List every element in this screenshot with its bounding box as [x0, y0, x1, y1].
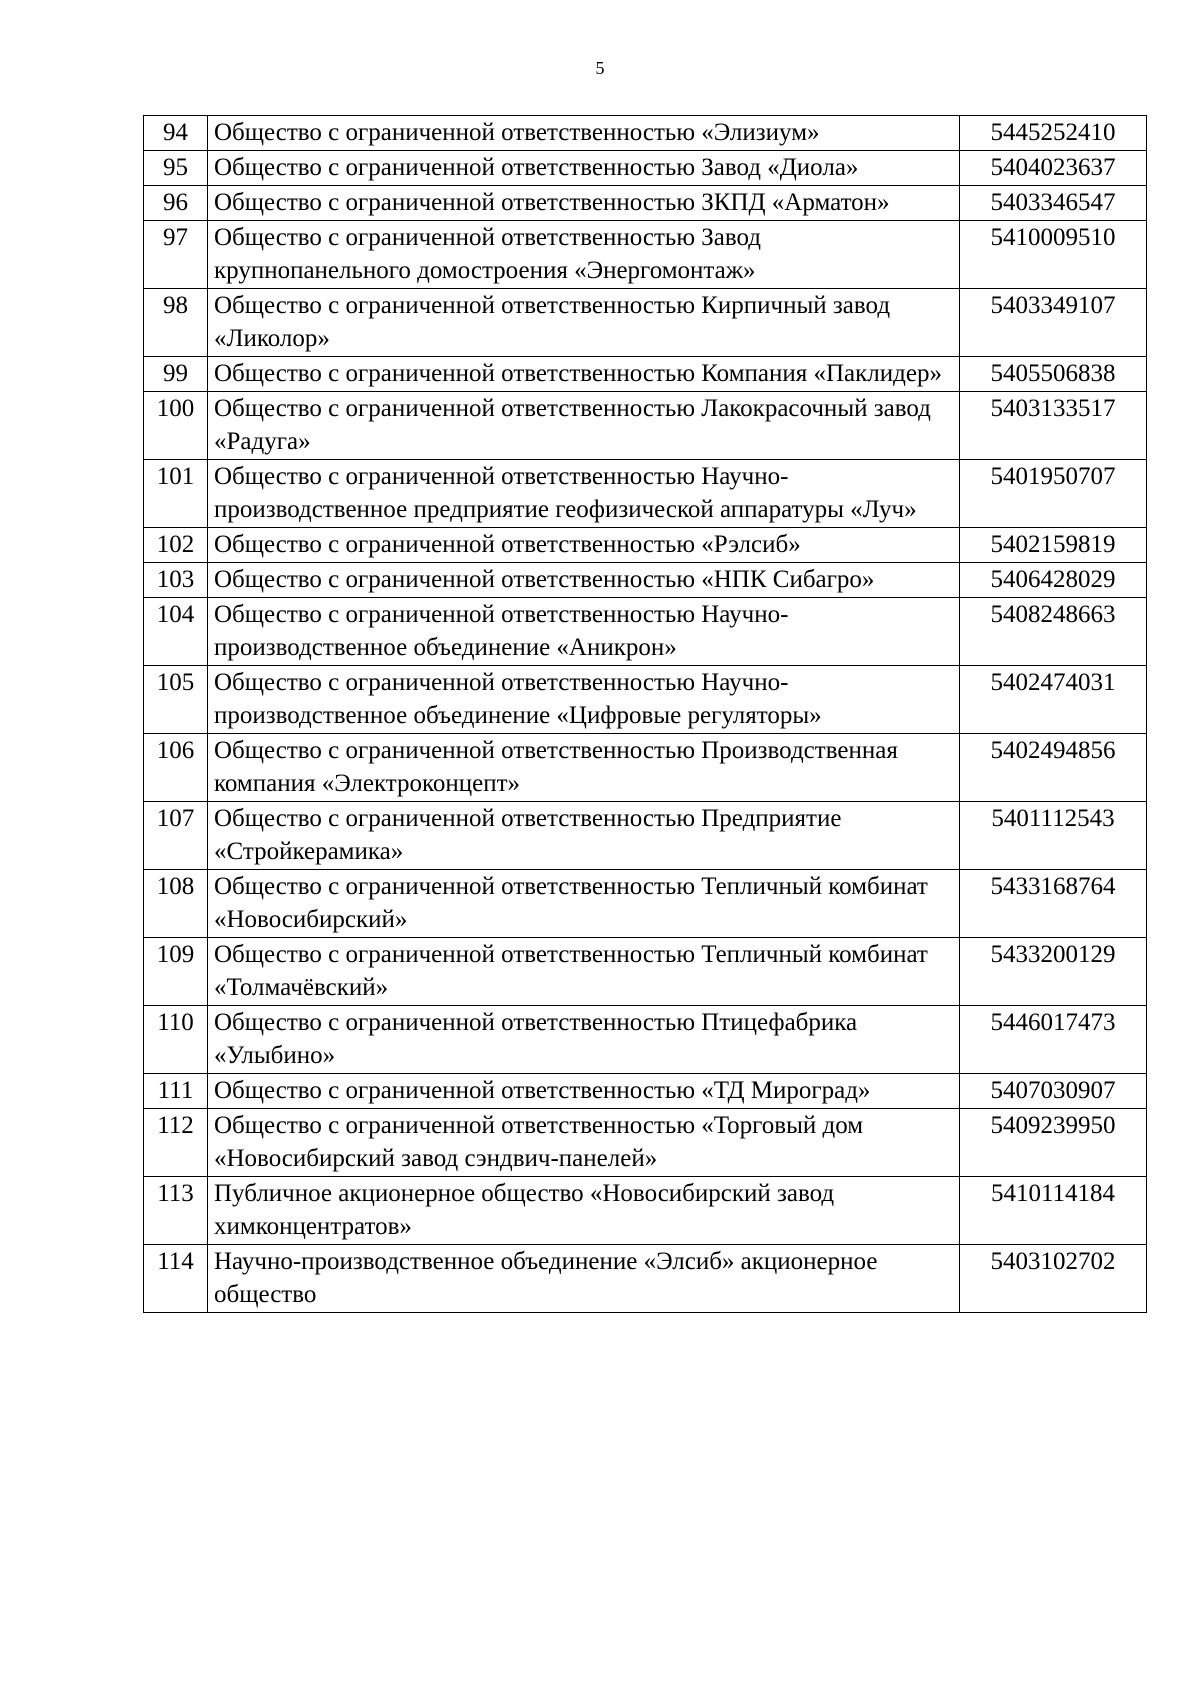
organization-inn: 5403133517 — [960, 392, 1147, 460]
table-row — [144, 221, 1147, 289]
row-number: 94 — [144, 116, 208, 151]
table-row — [144, 598, 1147, 666]
organization-inn: 5403349107 — [960, 289, 1147, 357]
table-row — [144, 528, 1147, 563]
row-number: 96 — [144, 186, 208, 221]
organization-name: Общество с ограниченной ответственностью Птицефабрика «Улыбино» — [208, 1006, 960, 1074]
row-number: 111 — [144, 1074, 208, 1109]
organization-name: Общество с ограниченной ответственностью «Элизиум» — [208, 116, 960, 151]
row-number: 113 — [144, 1177, 208, 1245]
organization-inn: 5401950707 — [960, 460, 1147, 528]
table-row — [144, 357, 1147, 392]
table-row — [144, 870, 1147, 938]
table-row — [144, 460, 1147, 528]
table-row — [144, 116, 1147, 151]
organization-name: Общество с ограниченной ответственностью «Торговый дом «Новосибирский завод сэндвич-панелей» — [208, 1109, 960, 1177]
table-row — [144, 1074, 1147, 1109]
organization-name: Общество с ограниченной ответственностью Научно-производственное объединение «Аникрон» — [208, 598, 960, 666]
organization-name: Общество с ограниченной ответственностью Научно-производственное предприятие геофизической аппаратуры «Луч» — [208, 460, 960, 528]
row-number: 100 — [144, 392, 208, 460]
row-number: 98 — [144, 289, 208, 357]
row-number: 109 — [144, 938, 208, 1006]
organization-inn: 5404023637 — [960, 151, 1147, 186]
organization-name: Общество с ограниченной ответственностью «Рэлсиб» — [208, 528, 960, 563]
organization-name: Публичное акционерное общество «Новосибирский завод химконцентратов» — [208, 1177, 960, 1245]
table-row — [144, 1245, 1147, 1313]
organization-name: Общество с ограниченной ответственностью Завод крупнопанельного домостроения «Энергомонтаж» — [208, 221, 960, 289]
table-row — [144, 1006, 1147, 1074]
organization-inn: 5446017473 — [960, 1006, 1147, 1074]
table-row — [144, 1177, 1147, 1245]
row-number: 102 — [144, 528, 208, 563]
organization-inn: 5402494856 — [960, 734, 1147, 802]
table-row — [144, 802, 1147, 870]
table-row — [144, 563, 1147, 598]
organization-inn: 5402159819 — [960, 528, 1147, 563]
organization-name: Общество с ограниченной ответственностью Завод «Диола» — [208, 151, 960, 186]
organization-inn: 5410009510 — [960, 221, 1147, 289]
organization-inn: 5401112543 — [960, 802, 1147, 870]
row-number: 108 — [144, 870, 208, 938]
organization-inn: 5433168764 — [960, 870, 1147, 938]
organization-inn: 5406428029 — [960, 563, 1147, 598]
organization-inn: 5433200129 — [960, 938, 1147, 1006]
row-number: 104 — [144, 598, 208, 666]
organization-name: Общество с ограниченной ответственностью Кирпичный завод «Ликолор» — [208, 289, 960, 357]
organization-name: Научно-производственное объединение «Элсиб» акционерное общество — [208, 1245, 960, 1313]
row-number: 112 — [144, 1109, 208, 1177]
row-number: 99 — [144, 357, 208, 392]
row-number: 114 — [144, 1245, 208, 1313]
organization-name: Общество с ограниченной ответственностью «ТД Мироград» — [208, 1074, 960, 1109]
page-number: 5 — [595, 58, 605, 78]
organization-name: Общество с ограниченной ответственностью Предприятие «Стройкерамика» — [208, 802, 960, 870]
table-row — [144, 186, 1147, 221]
row-number: 105 — [144, 666, 208, 734]
row-number: 101 — [144, 460, 208, 528]
organizations-table — [143, 115, 1147, 1313]
row-number: 107 — [144, 802, 208, 870]
organization-inn: 5410114184 — [960, 1177, 1147, 1245]
organizations-table-body — [144, 116, 1147, 1313]
organization-name: Общество с ограниченной ответственностью Компания «Паклидер» — [208, 357, 960, 392]
organization-inn: 5403346547 — [960, 186, 1147, 221]
organization-inn: 5405506838 — [960, 357, 1147, 392]
table-row — [144, 1109, 1147, 1177]
row-number: 106 — [144, 734, 208, 802]
organization-name: Общество с ограниченной ответственностью Производственная компания «Электроконцепт» — [208, 734, 960, 802]
table-row — [144, 938, 1147, 1006]
table-row — [144, 392, 1147, 460]
row-number: 97 — [144, 221, 208, 289]
table-row — [144, 289, 1147, 357]
organization-name: Общество с ограниченной ответственностью Научно-производственное объединение «Цифровые регуляторы» — [208, 666, 960, 734]
table-row — [144, 666, 1147, 734]
organization-name: Общество с ограниченной ответственностью Лакокрасочный завод «Радуга» — [208, 392, 960, 460]
organization-name: Общество с ограниченной ответственностью ЗКПД «Арматон» — [208, 186, 960, 221]
table-row — [144, 151, 1147, 186]
organization-inn: 5402474031 — [960, 666, 1147, 734]
organization-inn: 5445252410 — [960, 116, 1147, 151]
table-row — [144, 734, 1147, 802]
organization-inn: 5408248663 — [960, 598, 1147, 666]
row-number: 103 — [144, 563, 208, 598]
organization-inn: 5403102702 — [960, 1245, 1147, 1313]
organization-inn: 5407030907 — [960, 1074, 1147, 1109]
row-number: 95 — [144, 151, 208, 186]
organization-inn: 5409239950 — [960, 1109, 1147, 1177]
organization-name: Общество с ограниченной ответственностью «НПК Сибагро» — [208, 563, 960, 598]
organization-name: Общество с ограниченной ответственностью Тепличный комбинат «Толмачёвский» — [208, 938, 960, 1006]
organization-name: Общество с ограниченной ответственностью Тепличный комбинат «Новосибирский» — [208, 870, 960, 938]
row-number: 110 — [144, 1006, 208, 1074]
